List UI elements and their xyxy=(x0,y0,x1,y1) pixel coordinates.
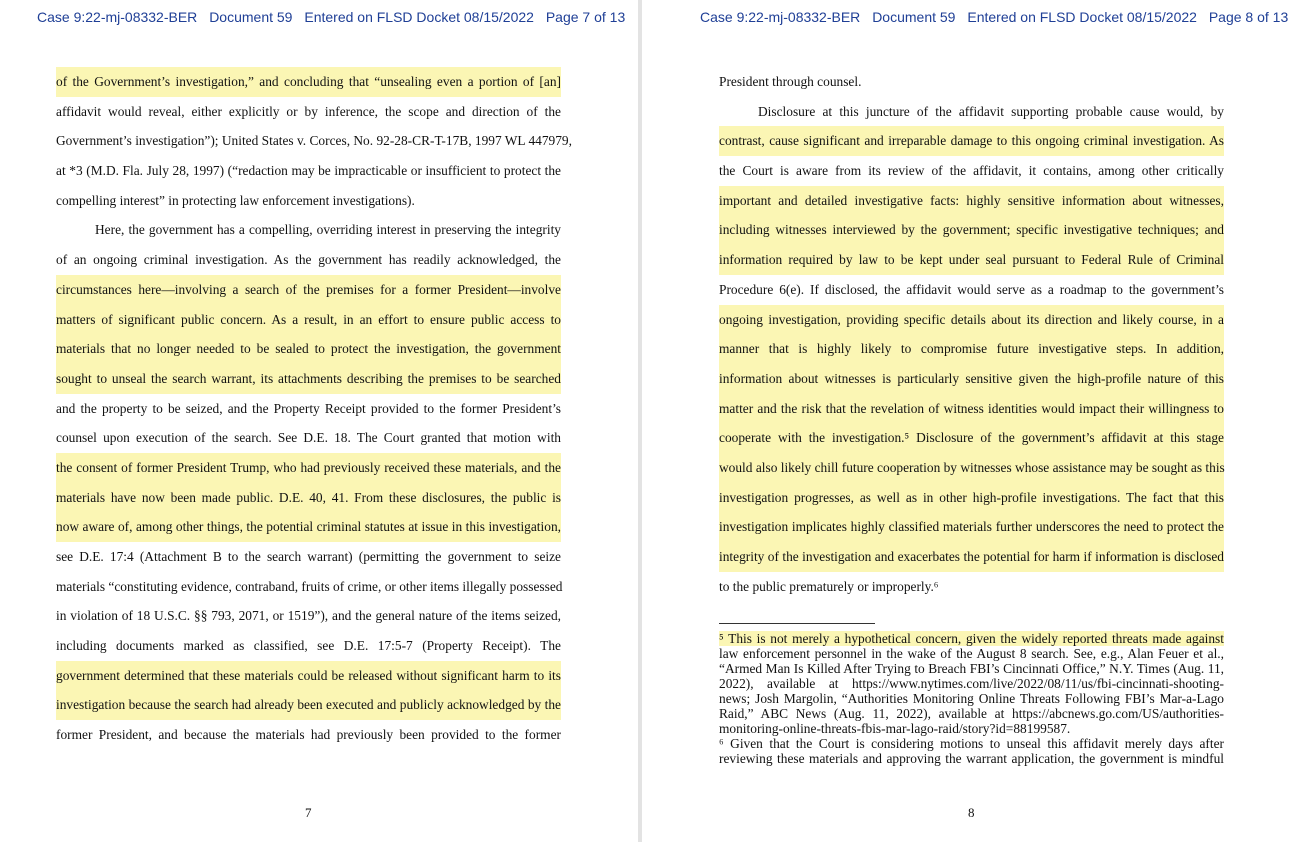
document-number: Document 59 xyxy=(209,9,293,25)
body-line: Procedure 6(e). If disclosed, the affidavit would serve as a roadmap to the government’s xyxy=(719,281,1224,297)
page-counter: Page 8 of 13 xyxy=(1208,9,1289,25)
case-number: Case 9:22-mj-08332-BER xyxy=(37,9,198,25)
page-body xyxy=(56,67,572,750)
body-line: investigation implicates highly classified materials further underscores the need to protect the xyxy=(719,512,1224,542)
body-line: at *3 (M.D. Fla. July 28, 1997) (“redaction may be impracticable or insufficient to protect the xyxy=(56,163,561,179)
body-line: in violation of 18 U.S.C. §§ 793, 2071, or 1519”), and the general nature of the items seized, xyxy=(56,608,561,624)
docket-header xyxy=(37,9,633,25)
page-number: 7 xyxy=(305,805,312,820)
footnote-separator xyxy=(719,623,875,624)
body-line: materials “constituting evidence, contraband, fruits of crime, or other items illegally possessed xyxy=(56,578,563,594)
footnote-line: news; Josh Margolin, “Authorities Monitoring Online Threats Following FBI’s Mar-a-Lago xyxy=(719,691,1224,706)
docket-header xyxy=(700,9,1296,25)
body-line: compelling interest” in protecting law enforcement investigations). xyxy=(56,192,415,208)
body-line: ongoing investigation, providing specific details about its direction and likely course, in a xyxy=(719,305,1224,335)
body-line: contrast, cause significant and irreparable damage to this ongoing criminal investigation. As xyxy=(719,126,1224,156)
body-line: matters of significant public concern. As a result, in an effort to ensure public access to xyxy=(56,305,561,335)
body-line: Here, the government has a compelling, overriding interest in preserving the integrity xyxy=(95,222,561,238)
body-line: the Court is aware from its review of the affidavit, it contains, among other critically xyxy=(719,163,1224,179)
body-line: Disclosure at this juncture of the affidavit supporting probable cause would, by xyxy=(758,103,1224,119)
footnote-line: law enforcement personnel in the wake of the August 8 search. See, e.g., Alan Feuer et al., xyxy=(719,646,1224,661)
body-line: cooperate with the investigation.⁵ Disclosure of the government’s affidavit at this stage xyxy=(719,423,1224,453)
footnote-line: ⁶ Given that the Court is considering motions to unseal this affidavit merely days after xyxy=(719,736,1224,751)
page-7 xyxy=(0,0,638,842)
footnotes xyxy=(719,631,1224,766)
body-line: integrity of the investigation and exacerbates the potential for harm if information is disclosed xyxy=(719,542,1224,572)
body-line: information about witnesses is particularly sensitive given the high-profile nature of this xyxy=(719,364,1224,394)
body-line: including documents marked as classified, see D.E. 17:5-7 (Property Receipt). The xyxy=(56,638,561,654)
docket-entry: Entered on FLSD Docket 08/15/2022 xyxy=(304,9,534,25)
footnote-line: “Armed Man Is Killed After Trying to Breach FBI’s Cincinnati Office,” N.Y. Times (Aug. 11, xyxy=(719,661,1224,676)
page-counter: Page 7 of 13 xyxy=(545,9,626,25)
body-line: important and detailed investigative facts: highly sensitive information about witnesses, xyxy=(719,186,1224,216)
body-line: circumstances here—involving a search of the premises for a former President—involve xyxy=(56,275,561,305)
footnote-line: Raid,” ABC News (Aug. 11, 2022), available at https://abcnews.go.com/US/authorities- xyxy=(719,706,1224,721)
body-line: and the property to be seized, and the Property Receipt provided to the former President’s xyxy=(56,400,561,416)
body-line: investigation because the search had already been executed and publicly acknowledged by the xyxy=(56,690,561,720)
body-line: affidavit would reveal, either explicitly or by inference, the scope and direction of the xyxy=(56,103,561,119)
case-number: Case 9:22-mj-08332-BER xyxy=(700,9,861,25)
body-line: counsel upon execution of the search. See D.E. 18. The Court granted that motion with xyxy=(56,430,561,446)
body-line: to the public prematurely or improperly.⁶ xyxy=(719,578,939,594)
body-line: information required by law to be kept under seal pursuant to Federal Rule of Criminal xyxy=(719,245,1224,275)
body-line: materials that no longer needed to be sealed to protect the investigation, the government xyxy=(56,334,561,364)
body-line: Government’s investigation”); United States v. Corces, No. 92-28-CR-T-17B, 1997 WL 447979, xyxy=(56,133,572,149)
body-line: see D.E. 17:4 (Attachment B to the search warrant) (permitting the government to seize xyxy=(56,549,561,564)
footnote-line: monitoring-online-threats-fbis-mar-lago-raid/story?id=88199587. xyxy=(719,721,1071,736)
body-line: investigation progresses, as well as in other high-profile investigations. The fact that this xyxy=(719,483,1224,513)
footnote-line: reviewing these materials and approving the warrant application, the government is mindful xyxy=(719,751,1224,766)
page-8 xyxy=(642,0,1289,842)
body-line: manner that is highly likely to compromise future investigative steps. In addition, xyxy=(719,334,1224,364)
body-line: government determined that these materials could be released without significant harm to its xyxy=(56,661,561,691)
footnote-line: 2022), available at https://www.nytimes.com/live/2022/08/11/us/fbi-cincinnati-shooting- xyxy=(719,676,1224,691)
docket-entry: Entered on FLSD Docket 08/15/2022 xyxy=(967,9,1197,25)
body-line: the consent of former President Trump, who had previously received these materials, and the xyxy=(56,453,561,483)
body-line: now aware of, among other things, the potential criminal statutes at issue in this investigation, xyxy=(56,512,561,542)
body-line: former President, and because the materials had previously been provided to the former xyxy=(56,727,561,743)
page-body xyxy=(719,67,1224,601)
body-line: including witnesses interviewed by the government; specific investigative techniques; and xyxy=(719,215,1224,245)
body-line: of an ongoing criminal investigation. As the government has readily acknowledged, the xyxy=(56,252,561,268)
body-line: of the Government’s investigation,” and concluding that “unsealing even a portion of [an] xyxy=(56,67,561,97)
page-number: 8 xyxy=(968,805,975,820)
footnote-line: ⁵ This is not merely a hypothetical concern, given the widely reported threats made against xyxy=(719,631,1224,646)
document-number: Document 59 xyxy=(872,9,956,25)
body-line: sought to unseal the search warrant, its attachments describing the premises to be searched xyxy=(56,364,561,394)
body-line: President through counsel. xyxy=(719,74,862,89)
body-line: materials have now been made public. D.E. 40, 41. From these disclosures, the public is xyxy=(56,483,561,513)
body-line: matter and the risk that the revelation of witness identities would impact their willingness to xyxy=(719,394,1224,424)
body-line: would also likely chill future cooperation by witnesses whose assistance may be sought as this xyxy=(719,453,1224,483)
